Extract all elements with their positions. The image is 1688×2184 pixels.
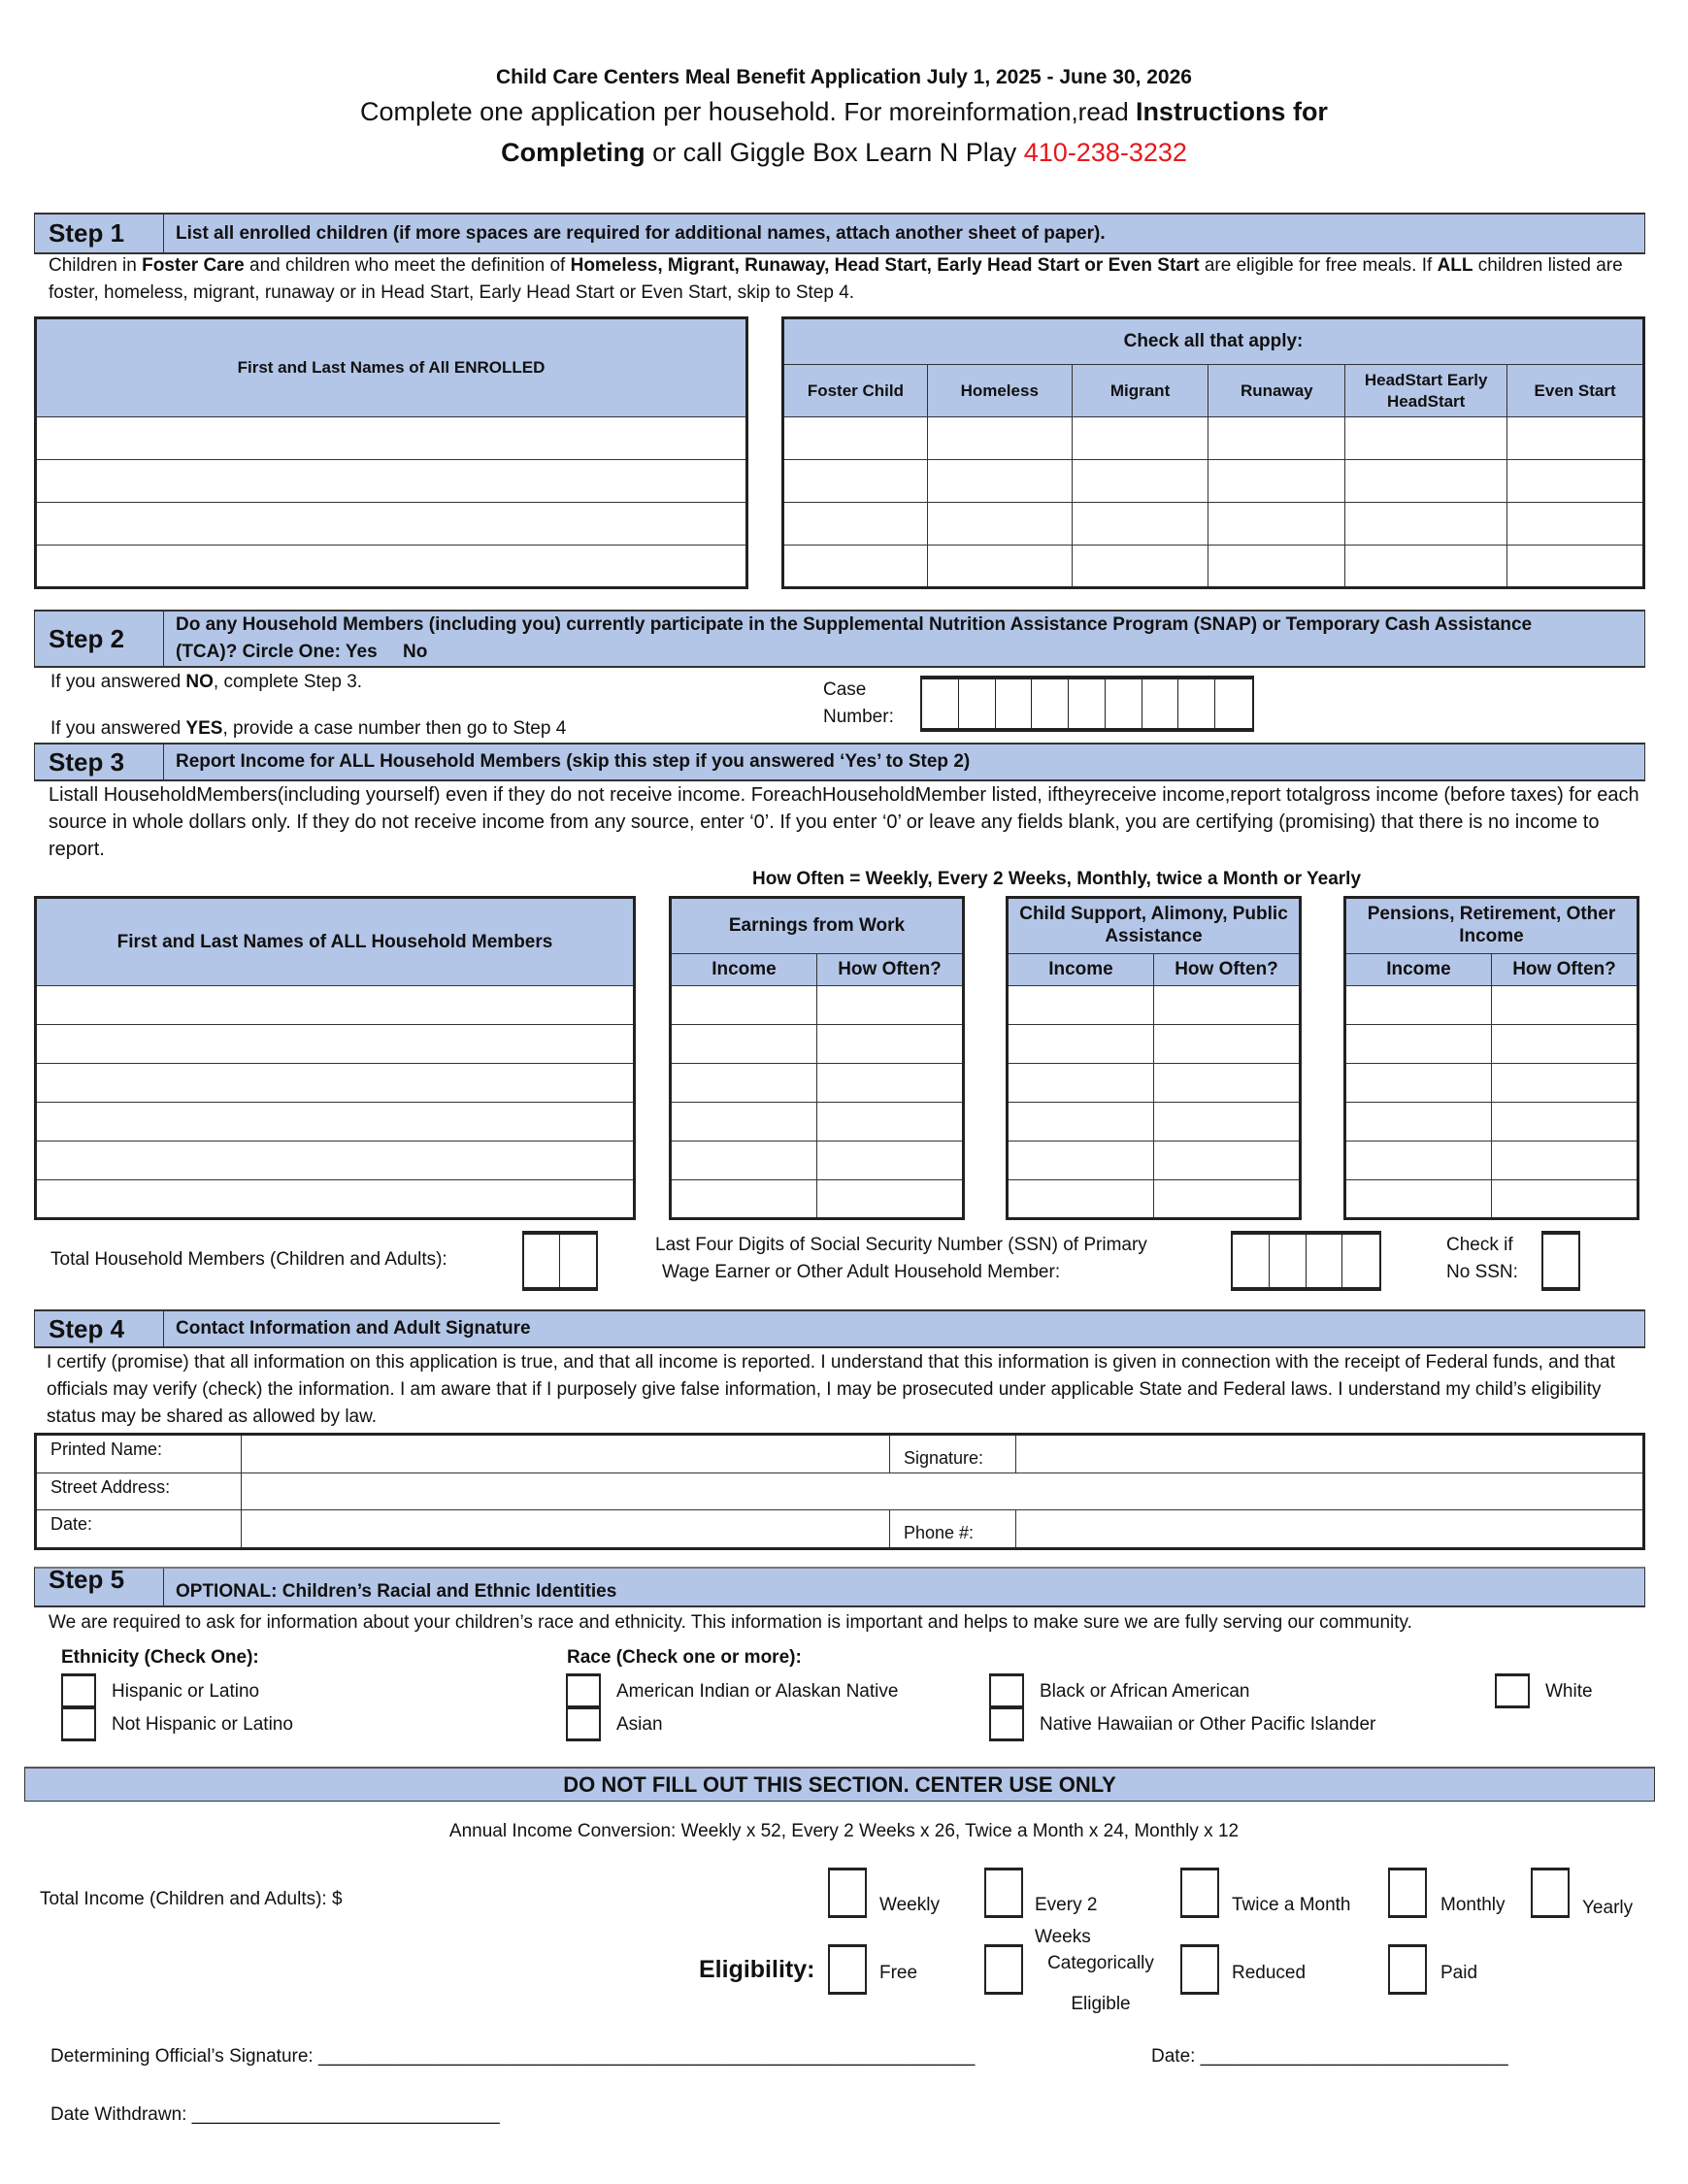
case-digit-box[interactable] (1032, 679, 1069, 728)
income-row (1345, 1180, 1638, 1219)
enrolled-child-check-row (783, 546, 1644, 588)
status-checkbox-cell[interactable] (1208, 417, 1345, 460)
step2-no-text: If you answered (50, 672, 186, 692)
status-checkbox-cell[interactable] (783, 503, 928, 546)
status-checkbox-cell[interactable] (1507, 417, 1644, 460)
income-amount-input[interactable] (1008, 1142, 1154, 1180)
step2-no-bold: NO (185, 672, 214, 692)
income-frequency-input[interactable] (1154, 1103, 1301, 1142)
step3-title: Report Income for ALL Household Members (skip this step if you answered ‘Yes’ to Step 2) (176, 751, 971, 773)
income-column-header: Income (1345, 954, 1492, 986)
check-column-header: Homeless (927, 365, 1072, 417)
income-frequency-input[interactable] (1492, 986, 1638, 1025)
income-frequency-input[interactable] (817, 1142, 964, 1180)
case-digit-box[interactable] (1142, 679, 1179, 728)
income-frequency-input[interactable] (1154, 1180, 1301, 1219)
income-frequency-input[interactable] (817, 1103, 964, 1142)
step4-header-bar (34, 1309, 1645, 1348)
case-number-label-1: Case (823, 679, 867, 700)
frequency-yearly-checkbox[interactable] (1531, 1868, 1570, 1918)
income-column-header: Income (1008, 954, 1154, 986)
status-checkbox-cell[interactable] (1208, 546, 1345, 588)
step1-intro-bold: ALL (1437, 255, 1473, 276)
check-column-header: Foster Child (783, 365, 928, 417)
step1-label: Step 1 (35, 215, 164, 252)
eligibility-categorically-eligible-checkbox[interactable] (984, 1944, 1023, 1995)
step2-header-bar (34, 610, 1645, 668)
income-frequency-input[interactable] (1492, 1064, 1638, 1103)
digit-box[interactable] (1307, 1235, 1343, 1287)
frequency-monthly-checkbox[interactable] (1388, 1868, 1427, 1918)
how-often-column-header: How Often? (1492, 954, 1638, 986)
income-amount-input[interactable] (1008, 1064, 1154, 1103)
income-amount-input[interactable] (1008, 1180, 1154, 1219)
status-checkbox-cell[interactable] (783, 546, 928, 588)
digit-box[interactable] (1342, 1235, 1379, 1287)
status-checkbox-cell[interactable] (927, 546, 1072, 588)
step1-intro-text: Children in (49, 255, 143, 276)
child-name-input[interactable] (36, 417, 747, 460)
step5-header-bar (34, 1567, 1645, 1607)
income-group-title: Pensions, Retirement, Other Income (1345, 898, 1638, 954)
race-american-indian-label: American Indian or Alaskan Native (616, 1681, 899, 1702)
header-more-info-text: For moreinformation,read (844, 97, 1136, 126)
ethnicity-not-hispanic-label: Not Hispanic or Latino (112, 1714, 293, 1735)
status-checkbox-cell[interactable] (1345, 503, 1507, 546)
household-member-row (36, 1180, 635, 1219)
income-row (671, 1025, 964, 1064)
total-members-input[interactable] (522, 1231, 598, 1291)
case-digit-box[interactable] (959, 679, 996, 728)
step1-intro-bold: Homeless, Migrant, Runaway, Head Start, Early Head Start or Even Start (570, 255, 1200, 276)
step1-title: List all enrolled children (if more spaces are required for additional names, attach another sheet of paper). (176, 222, 1106, 244)
digit-box[interactable] (1270, 1235, 1307, 1287)
step2-yes-text: If you answered (50, 718, 186, 739)
status-checkbox-cell[interactable] (1072, 503, 1208, 546)
official-signature-line[interactable]: Determining Official’s Signature: ________________________________________________________________ (50, 2046, 976, 2067)
income-frequency-input[interactable] (817, 986, 964, 1025)
income-amount-input[interactable] (1345, 986, 1492, 1025)
total-income-label: Total Income (Children and Adults): $ (40, 1889, 343, 1909)
printed-name-label: Printed Name: (36, 1435, 242, 1473)
income-amount-input[interactable] (1008, 1025, 1154, 1064)
case-digit-box[interactable] (1215, 679, 1252, 728)
eligibility-label: Eligibility: (699, 1956, 815, 1983)
status-checkbox-cell[interactable] (1507, 460, 1644, 503)
step3-intro: Listall HouseholdMembers(including yourself) even if they do not receive income. ForeachHouseholdMember listed, iftheyreceive income,report totalgross income (before taxes) for each source in whole dollars only. If they do not receive income from any source, enter ‘0’. If you enter ‘0’ or leave any fields blank, you are certifying (promising) that there is no income to report. (49, 784, 1639, 860)
income-row (1008, 1103, 1301, 1142)
ethnicity-hispanic-label: Hispanic or Latino (112, 1681, 260, 1702)
household-member-row (36, 1025, 635, 1064)
income-frequency-input[interactable] (817, 1064, 964, 1103)
race-native-hawaiian-checkbox[interactable] (989, 1706, 1024, 1741)
household-member-row (36, 1103, 635, 1142)
signature-label: Signature: (890, 1435, 1016, 1473)
race-header: Race (Check one or more): (567, 1647, 802, 1668)
ssn-last-four-input[interactable] (1231, 1231, 1381, 1291)
frequency-every-2-weeks-label: Every 2 Weeks (1035, 1895, 1098, 1947)
status-checkbox-cell[interactable] (1345, 460, 1507, 503)
race-white-checkbox[interactable] (1495, 1673, 1530, 1708)
frequency-yearly-label: Yearly (1582, 1898, 1634, 1918)
case-number-label-2: Number: (823, 707, 894, 727)
how-often-column-header: How Often? (1154, 954, 1301, 986)
enrolled-child-check-row (783, 460, 1644, 503)
frequency-weekly-checkbox[interactable] (828, 1868, 867, 1918)
eligibility-reduced-checkbox[interactable] (1180, 1944, 1219, 1995)
enrolled-names-table (34, 316, 748, 589)
income-frequency-input[interactable] (1492, 1142, 1638, 1180)
income-row (1008, 1025, 1301, 1064)
status-checkbox-cell[interactable] (1072, 546, 1208, 588)
check-column-header: Migrant (1072, 365, 1208, 417)
frequency-every-2-weeks-checkbox[interactable] (984, 1868, 1023, 1918)
step3-label: Step 3 (35, 745, 164, 779)
income-frequency-input[interactable] (817, 1180, 964, 1219)
date-input[interactable] (242, 1510, 890, 1549)
status-checkbox-cell[interactable] (1507, 503, 1644, 546)
income-row (1345, 1103, 1638, 1142)
member-name-input[interactable] (36, 1064, 635, 1103)
no-ssn-checkbox[interactable] (1541, 1231, 1580, 1291)
income-amount-input[interactable] (1345, 1103, 1492, 1142)
status-checkbox-cell[interactable] (1345, 546, 1507, 588)
income-group-title: Earnings from Work (671, 898, 964, 954)
phone-input[interactable] (1016, 1510, 1644, 1549)
step3-header-bar (34, 743, 1645, 781)
income-row (671, 1142, 964, 1180)
signature-input[interactable] (1016, 1435, 1644, 1473)
income-row (1008, 1142, 1301, 1180)
eligibility-free-checkbox[interactable] (828, 1944, 867, 1995)
header-line-2 (0, 138, 1688, 168)
income-conversion-note: Annual Income Conversion: Weekly x 52, Every 2 Weeks x 26, Twice a Month x 24, Monthly x 12 (448, 1821, 1240, 1841)
step5-title: OPTIONAL: Children’s Racial and Ethnic Identities (176, 1581, 617, 1603)
member-name-input[interactable] (36, 1103, 635, 1142)
case-digit-box[interactable] (996, 679, 1033, 728)
income-frequency-input[interactable] (1154, 1025, 1301, 1064)
enrolled-child-row (36, 503, 747, 546)
income-frequency-input[interactable] (1492, 1103, 1638, 1142)
step2-label: Step 2 (35, 612, 164, 666)
income-row (1008, 1064, 1301, 1103)
step1-header-bar (34, 213, 1645, 254)
income-group-table (1006, 896, 1302, 1220)
eligibility-paid-checkbox[interactable] (1388, 1944, 1427, 1995)
street-address-input[interactable] (242, 1473, 1644, 1510)
header-line-1 (0, 97, 1688, 127)
member-name-input[interactable] (36, 986, 635, 1025)
status-checkbox-cell[interactable] (927, 503, 1072, 546)
status-checkbox-cell[interactable] (927, 460, 1072, 503)
ssn-label-1: Last Four Digits of Social Security Number (SSN) of Primary (655, 1235, 1147, 1255)
ethnicity-hispanic-checkbox[interactable] (61, 1673, 96, 1708)
child-name-input[interactable] (36, 546, 747, 588)
step2-yes-bold: YES (185, 718, 223, 739)
income-group-title: Child Support, Alimony, Public Assistance (1008, 898, 1301, 954)
case-number-input[interactable] (920, 676, 1254, 732)
household-names-table (34, 896, 636, 1220)
date-label: Date: (36, 1510, 242, 1549)
how-often-column-header: How Often? (817, 954, 964, 986)
step4-label: Step 4 (35, 1311, 164, 1346)
income-frequency-input[interactable] (817, 1025, 964, 1064)
income-amount-input[interactable] (1345, 1025, 1492, 1064)
eligibility-paid-label: Paid (1440, 1963, 1478, 1983)
step5-label: Step 5 (35, 1569, 164, 1605)
ethnicity-header: Ethnicity (Check One): (61, 1647, 259, 1668)
income-amount-input[interactable] (671, 1180, 817, 1219)
income-amount-input[interactable] (671, 1142, 817, 1180)
frequency-twice-a-month-checkbox[interactable] (1180, 1868, 1219, 1918)
status-checkbox-cell[interactable] (927, 417, 1072, 460)
no-ssn-label-1: Check if (1446, 1235, 1513, 1255)
income-amount-input[interactable] (671, 1025, 817, 1064)
income-group-table (669, 896, 965, 1220)
digit-box[interactable] (560, 1235, 596, 1287)
step4-title: Contact Information and Adult Signature (176, 1318, 531, 1340)
income-frequency-input[interactable] (1154, 986, 1301, 1025)
child-name-input[interactable] (36, 460, 747, 503)
check-column-header: Runaway (1208, 365, 1345, 417)
eligibility-categorically-eligible-label: Categorically Eligible (1047, 1953, 1154, 2014)
income-row (671, 1064, 964, 1103)
header-instructions-text: Instructions for (1135, 97, 1328, 126)
member-name-input[interactable] (36, 1025, 635, 1064)
header-call-text: or call Giggle Box Learn N Play (645, 138, 1024, 167)
race-asian-checkbox[interactable] (566, 1706, 601, 1741)
income-amount-input[interactable] (671, 1064, 817, 1103)
check-column-header: Even Start (1507, 365, 1644, 417)
enrolled-child-check-row (783, 417, 1644, 460)
enrolled-child-check-row (783, 503, 1644, 546)
total-members-label: Total Household Members (Children and Adults): (50, 1249, 447, 1270)
step2-no-text: , complete Step 3. (213, 672, 363, 692)
income-row (1008, 986, 1301, 1025)
step5-intro: We are required to ask for information about your children’s race and ethnicity. This information is important and helps to make sure we are fully serving our community. (49, 1612, 1412, 1633)
status-checkbox-cell[interactable] (1208, 503, 1345, 546)
step4-certification: I certify (promise) that all information on this application is true, and that all income is reported. I understand that this information is given in connection with the receipt of Federal funds, and that officials may verify (check) the information. I am aware that if I purposely give false information, I may be prosecuted under applicable State and Federal laws. I understand my child’s eligibility status may be shared as allowed by law. (47, 1352, 1615, 1427)
case-digit-box[interactable] (922, 679, 959, 728)
race-asian-label: Asian (616, 1714, 663, 1735)
step2-circle-yes-no[interactable]: (TCA)? Circle One: Yes No (176, 642, 428, 662)
how-often-note: How Often = Weekly, Every 2 Weeks, Monthly, twice a Month or Yearly (752, 869, 1362, 889)
ssn-label-2: Wage Earner or Other Adult Household Member: (662, 1262, 1061, 1282)
ethnicity-not-hispanic-checkbox[interactable] (61, 1706, 96, 1741)
child-name-input[interactable] (36, 503, 747, 546)
check-all-header: Check all that apply: (783, 318, 1644, 365)
enrolled-check-table (781, 316, 1645, 589)
income-row (1345, 986, 1638, 1025)
income-row (671, 1103, 964, 1142)
step1-intro-text: and children who meet the definition of (244, 255, 571, 276)
step2-title (164, 612, 1532, 666)
step2-yes-text: , provide a case number then go to Step 4 (222, 718, 567, 739)
income-frequency-input[interactable] (1154, 1064, 1301, 1103)
status-checkbox-cell[interactable] (1072, 460, 1208, 503)
enrolled-names-header: First and Last Names of All ENROLLED (36, 318, 747, 417)
step1-intro-text: children listed are foster, homeless, migrant, runaway or in Head Start, Early Head Start or Even Start, skip to Step 4. (49, 255, 1623, 303)
frequency-twice-a-month-label: Twice a Month (1232, 1895, 1351, 1915)
case-digit-box[interactable] (1178, 679, 1215, 728)
status-checkbox-cell[interactable] (783, 460, 928, 503)
digit-box[interactable] (1233, 1235, 1270, 1287)
official-date-line[interactable]: Date: ______________________________ (1151, 2046, 1508, 2067)
eligibility-free-label: Free (879, 1963, 918, 1983)
case-digit-box[interactable] (1106, 679, 1142, 728)
income-frequency-input[interactable] (1492, 1025, 1638, 1064)
household-member-row (36, 1064, 635, 1103)
race-native-hawaiian-label: Native Hawaiian or Other Pacific Islander (1040, 1714, 1376, 1735)
income-row (671, 986, 964, 1025)
enrolled-child-row (36, 460, 747, 503)
step1-intro-text: are eligible for free meals. If (1199, 255, 1438, 276)
status-checkbox-cell[interactable] (1507, 546, 1644, 588)
income-amount-input[interactable] (1008, 986, 1154, 1025)
income-row (1345, 1025, 1638, 1064)
income-amount-input[interactable] (671, 1103, 817, 1142)
date-withdrawn-line[interactable]: Date Withdrawn: ______________________________ (50, 2104, 500, 2125)
income-amount-input[interactable] (671, 986, 817, 1025)
step2-no-instruction (50, 672, 362, 693)
income-row (1345, 1064, 1638, 1103)
enrolled-child-row (36, 546, 747, 588)
race-black-label: Black or African American (1040, 1681, 1250, 1702)
frequency-weekly-label: Weekly (879, 1895, 940, 1915)
race-black-checkbox[interactable] (989, 1673, 1024, 1708)
step2-yes-instruction (50, 718, 566, 740)
household-member-row (36, 986, 635, 1025)
no-ssn-label-2: No SSN: (1446, 1262, 1518, 1282)
step2-question: Do any Household Members (including you) currently participate in the Supplemental Nutrition Assistance Program (SNAP) or Temporary Cash Assistance (176, 614, 1533, 636)
income-row (1345, 1142, 1638, 1180)
eligibility-reduced-label: Reduced (1232, 1963, 1307, 1983)
header-completing-text: Completing (501, 138, 645, 167)
street-address-label: Street Address: (36, 1473, 242, 1510)
header-intro-text: Complete one application per household. (360, 97, 844, 126)
income-amount-input[interactable] (1345, 1142, 1492, 1180)
income-frequency-input[interactable] (1154, 1142, 1301, 1180)
status-checkbox-cell[interactable] (783, 417, 928, 460)
race-american-indian-checkbox[interactable] (566, 1673, 601, 1708)
printed-name-input[interactable] (242, 1435, 890, 1473)
member-name-input[interactable] (36, 1142, 635, 1180)
digit-box[interactable] (524, 1235, 560, 1287)
phone-label: Phone #: (890, 1510, 1016, 1549)
form-title: Child Care Centers Meal Benefit Application July 1, 2025 - June 30, 2026 (496, 66, 1192, 88)
income-group-table (1343, 896, 1639, 1220)
contact-info-table (34, 1433, 1645, 1550)
member-name-input[interactable] (36, 1180, 635, 1219)
income-column-header: Income (671, 954, 817, 986)
status-checkbox-cell[interactable] (1208, 460, 1345, 503)
enrolled-child-row (36, 417, 747, 460)
household-names-header: First and Last Names of ALL Household Members (36, 898, 635, 986)
center-use-banner: DO NOT FILL OUT THIS SECTION. CENTER USE ONLY (24, 1767, 1655, 1802)
income-row (1008, 1180, 1301, 1219)
income-frequency-input[interactable] (1492, 1180, 1638, 1219)
income-amount-input[interactable] (1345, 1064, 1492, 1103)
step1-intro (49, 252, 1650, 307)
income-row (671, 1180, 964, 1219)
step1-intro-bold: Foster Care (142, 255, 245, 276)
household-member-row (36, 1142, 635, 1180)
status-checkbox-cell[interactable] (1072, 417, 1208, 460)
contact-phone-number[interactable]: 410-238-3232 (1023, 138, 1187, 167)
frequency-monthly-label: Monthly (1440, 1895, 1506, 1915)
check-column-header: HeadStart Early HeadStart (1345, 365, 1507, 417)
status-checkbox-cell[interactable] (1345, 417, 1507, 460)
income-amount-input[interactable] (1345, 1180, 1492, 1219)
case-digit-box[interactable] (1069, 679, 1106, 728)
race-white-label: White (1545, 1681, 1593, 1702)
income-amount-input[interactable] (1008, 1103, 1154, 1142)
